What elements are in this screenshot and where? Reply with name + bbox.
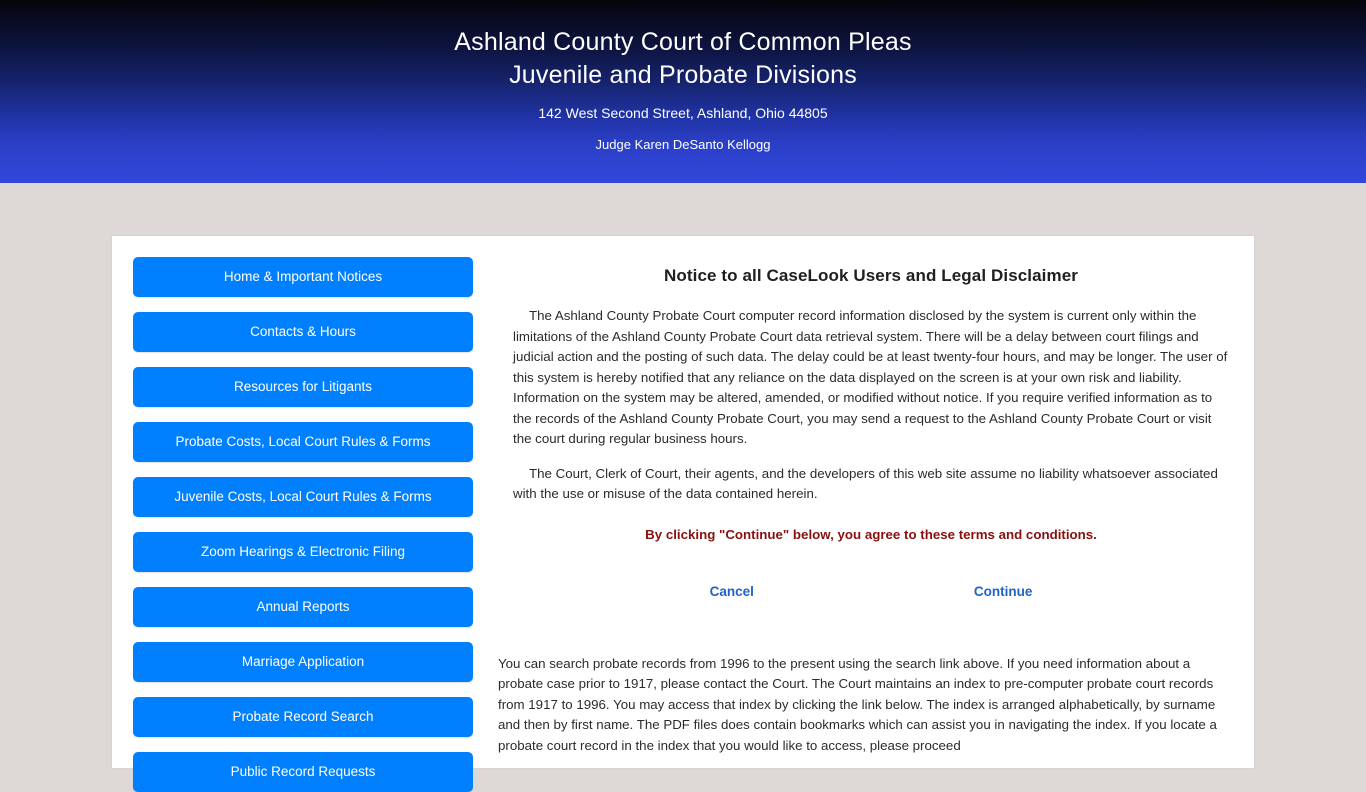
content-card <box>112 236 1254 779</box>
search-instructions-text: You can search probate records from 1996 to the present using the search link above. If you need information about a probate case prior to 1917, please contact the Court. The Court maintains an index to pre-computer probate court records from 1917 to 1996. You may access that index by clicking the link below. The index is arranged alphabetically, by surname and then by first name. The PDF files does contain bookmarks which can assist you in navigating the index. If you locate a probate court record in the index that you would like to access, please proceed <box>498 655 1217 753</box>
page-body <box>0 183 1366 779</box>
sidebar-item-probate-record-search[interactable]: Probate Record Search <box>133 697 473 737</box>
sidebar-item-juvenile-costs-rules-forms[interactable]: Juvenile Costs, Local Court Rules & Forms <box>133 477 473 517</box>
sidebar-item-contacts-hours[interactable]: Contacts & Hours <box>133 312 473 352</box>
disclaimer-paragraph-2: The Court, Clerk of Court, their agents, and the developers of this web site assume no liability whatsoever associated with the use or misuse of the data contained herein. <box>513 465 1218 501</box>
site-header <box>0 0 1366 183</box>
sidebar-item-home-important-notices[interactable]: Home & Important Notices <box>133 257 473 297</box>
sidebar-item-annual-reports[interactable]: Annual Reports <box>133 587 473 627</box>
continue-button[interactable]: Continue <box>973 583 1033 599</box>
page-title <box>0 0 1366 92</box>
action-row <box>513 584 1229 599</box>
notice-heading: Notice to all CaseLook Users and Legal Disclaimer <box>664 266 1078 285</box>
terms-agreement-text: By clicking "Continue" below, you agree to these terms and conditions. <box>645 526 1097 542</box>
sidebar-item-public-record-requests[interactable]: Public Record Requests <box>133 752 473 792</box>
header-title-line1: Ashland County Court of Common Pleas <box>454 28 912 56</box>
disclaimer-paragraph-1: The Ashland County Probate Court computer record information disclosed by the system is current only within the limitations of the Ashland County Probate Court data retrieval system. There will be a delay between court filings and judicial action and the posting of such data. The delay could be at least twenty-four hours, and may be longer. The user of this system is hereby notified that any reliance on the data displayed on the screen is at your own risk and liability. Information on the system may be altered, amended, or modified without notice. If you require verified information as to the records of the Ashland County Probate Court, you may send a request to the Ashland County Probate Court or visit the court during regular business hours. <box>513 308 1228 446</box>
header-judge-name: Judge Karen DeSanto Kellogg <box>595 137 771 152</box>
header-address: 142 West Second Street, Ashland, Ohio 44805 <box>538 105 828 121</box>
sidebar-item-zoom-hearings-electronic-filing[interactable]: Zoom Hearings & Electronic Filing <box>133 532 473 572</box>
sidebar-item-resources-for-litigants[interactable]: Resources for Litigants <box>133 367 473 407</box>
sidebar-item-marriage-application[interactable]: Marriage Application <box>133 642 473 682</box>
header-title-line2: Juvenile and Probate Divisions <box>509 61 857 89</box>
cancel-button[interactable]: Cancel <box>709 583 754 599</box>
sidebar-item-probate-costs-rules-forms[interactable]: Probate Costs, Local Court Rules & Forms <box>133 422 473 462</box>
main-content <box>490 236 1254 768</box>
sidebar-nav <box>112 236 490 779</box>
